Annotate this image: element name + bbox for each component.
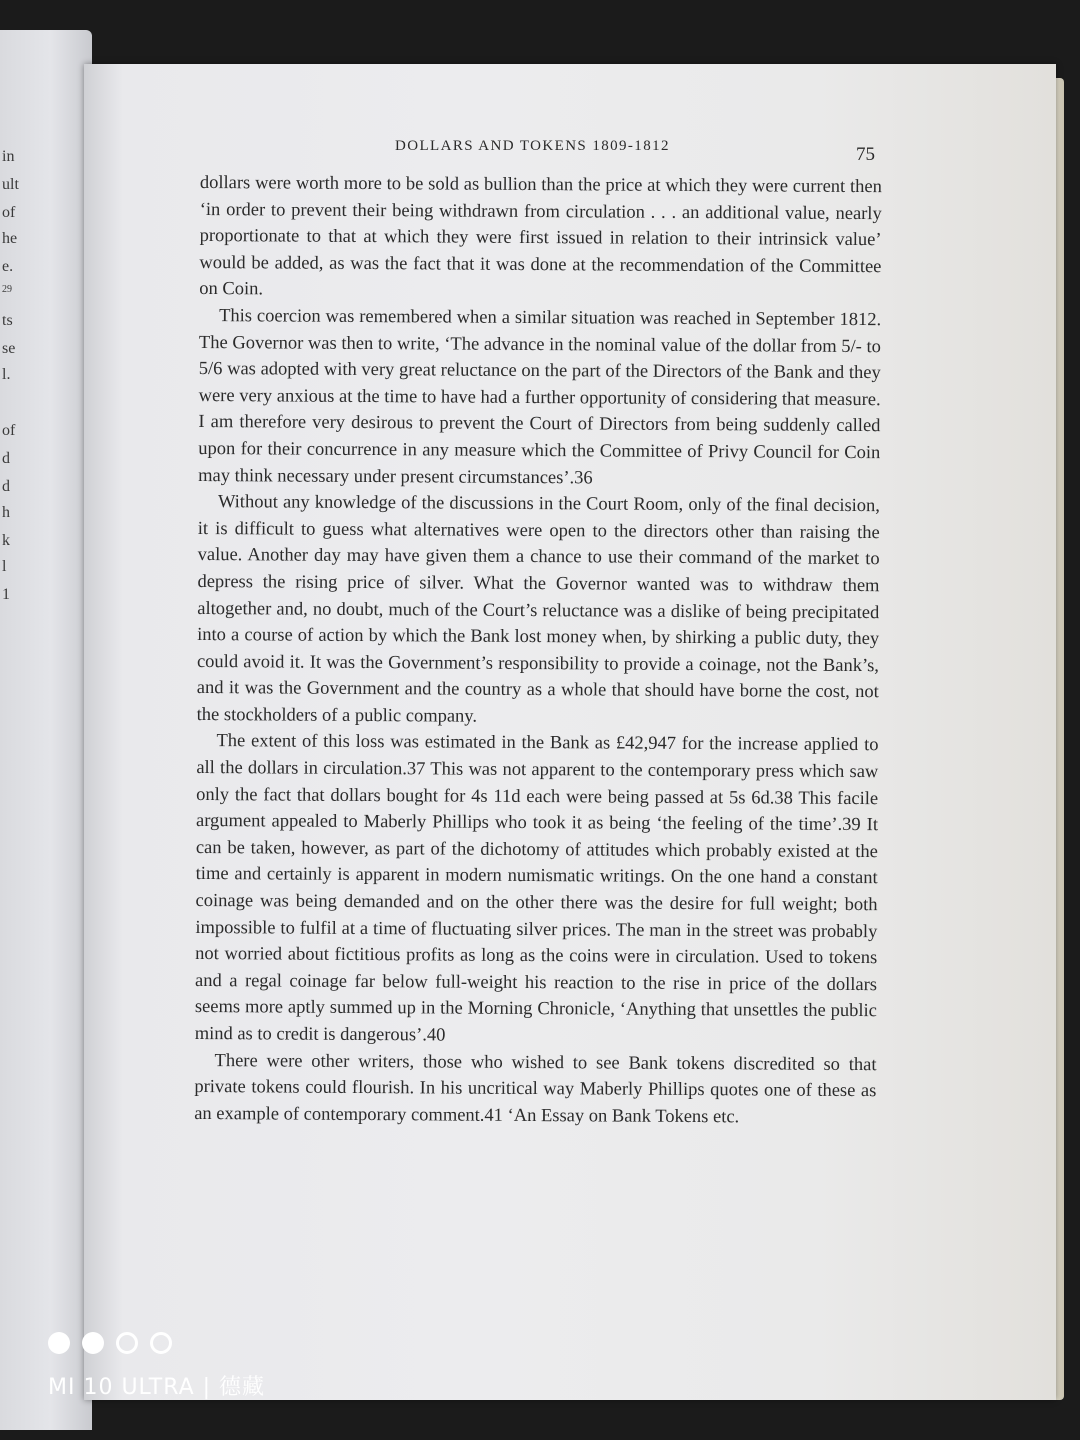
- margin-fragment: 1: [2, 586, 10, 603]
- margin-fragment: he: [2, 230, 18, 247]
- margin-fragment: 29: [2, 284, 12, 295]
- margin-fragment: d: [2, 450, 10, 467]
- margin-fragment: d: [2, 478, 10, 495]
- dot-icon: [82, 1332, 104, 1354]
- left-facing-page: [0, 30, 92, 1430]
- margin-fragment: e.: [2, 258, 14, 275]
- body-text: [194, 170, 882, 1132]
- paragraph: The extent of this loss was estimated in the Bank as £42,947 for the increase applied to all the dollars in circulation.37 This was not apparent to the contemporary press which saw only the fact that dollars bought for 4s 11d each were being passed at 5s 6d.38 This facile argument appealed to Maberly Phillips who took it as being ‘the feeling of the time’.39 It can be taken, however, as part of the dichotomy of attitudes which probably existed at the time and certainly is apparent in modern numismatic writings. On the one hand a constant coinage was being demanded and on the other there was the desire for full weight; both impossible to fulfil at a time of fluctuating silver prices. The man in the street was probably not worried about fictitious profits as long as the coins were in circulation. Used to tokens and a regal coinage far below full-weight his reaction to the rise in price of the dollars seems more aptly summed up in the Morning Chronicle, ‘Anything that unsettles the public mind as to credit is dangerous’.40: [194, 731, 879, 1046]
- watermark-text: MI 10 ULTRA | 德藏: [48, 1375, 266, 1400]
- dot-icon: [150, 1332, 172, 1354]
- margin-fragment: l: [2, 558, 7, 575]
- margin-fragment: k: [2, 532, 10, 549]
- margin-fragment: l.: [2, 366, 11, 383]
- margin-fragment: ts: [2, 312, 13, 329]
- margin-fragment: of: [2, 204, 16, 221]
- page-number: 75: [856, 144, 875, 165]
- margin-fragment: h: [2, 504, 10, 521]
- running-head: DOLLARS AND TOKENS 1809-1812: [395, 138, 670, 154]
- margin-fragment: se: [2, 340, 16, 357]
- camera-watermark: [48, 1332, 265, 1401]
- dot-icon: [48, 1332, 70, 1354]
- paragraph: dollars were worth more to be sold as bullion than the price at which they were current then ‘in order to prevent their being withdrawn from circulation . . . an additional value, nearly proportionate to that at which they were first issued in relation to their intrinsick value’ would be added, as was the fact that it was done at the recommendation of the Committee on Coin.: [199, 172, 882, 300]
- margin-fragment: in: [2, 148, 15, 165]
- paragraph: Without any knowledge of the discussions in the Court Room, only of the final decision, it is difficult to guess what alternatives were open to the directors other than raising the value. Another day may have given them a chance to use their command of the market to depress the rising price of silver. What the Governor wanted was to withdraw them altogether and, no doubt, much of the Court’s reluctance was a dislike of being precipitated into a course of action by which the Bank lost money when, by shirking a public duty, they could avoid it. It was the Government’s responsibility to provide a coinage, not the Bank’s, and it was the Government and the country as a whole that should have borne the cost, not the stockholders of a public company.: [196, 492, 881, 727]
- paragraph: This coercion was remembered when a similar situation was reached in September 1812. The Governor was then to write, ‘The advance in the nominal value of the dollar from 5/- to 5/6 was adopted with very great reluctance on the part of the Directors of the Bank and they were very anxious at the time to have had a further opportunity of considering that measure. I am therefore very desirous to prevent the Court of Directors from being suddenly called upon for their concurrence in any measure which the Committee of Privy Council for Coin may think necessary under present circumstances’.36: [198, 306, 882, 488]
- margin-fragment: of: [2, 422, 16, 439]
- dot-icon: [116, 1332, 138, 1354]
- camera-dots: [48, 1332, 265, 1354]
- paragraph: There were other writers, those who wished to see Bank tokens discredited so that private tokens could flourish. In his uncritical way Maberly Phillips quotes one of these as an example of contemporary comment.41 ‘An Essay on Bank Tokens etc.: [194, 1050, 877, 1128]
- margin-fragment: ult: [2, 176, 19, 193]
